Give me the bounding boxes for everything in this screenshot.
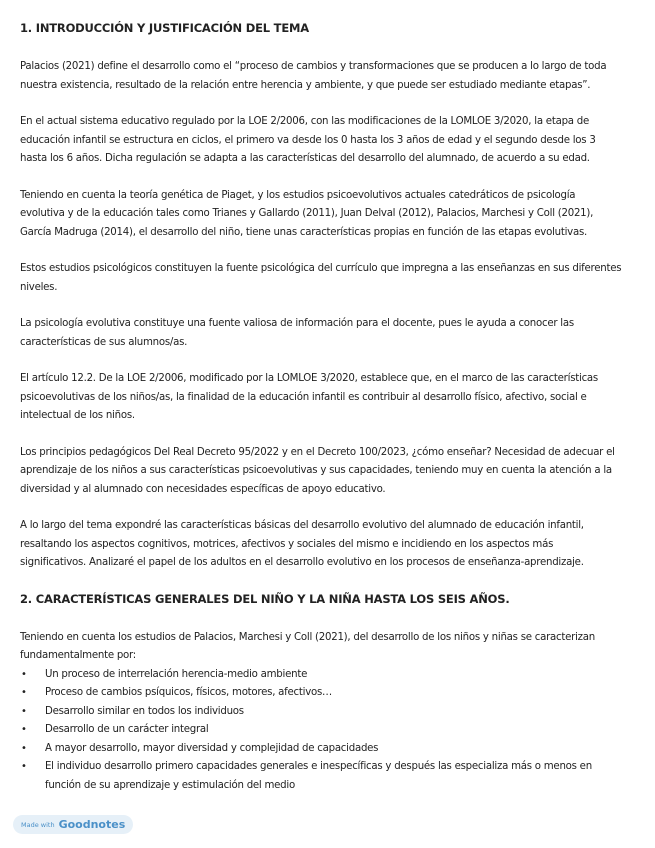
list-item — [20, 703, 622, 722]
list-item — [20, 740, 622, 759]
list-item-text: A mayor desarrollo, mayor diversidad y complejidad de capacidades — [45, 742, 379, 754]
list-item — [20, 758, 622, 795]
list-item — [20, 666, 622, 685]
list-item-text: El individuo desarrollo primero capacidades generales e inespecíficas y después las especializa más o menos en función de su aprendizaje y estimulación del medio — [45, 761, 592, 791]
badge-brand: Goodnotes — [58, 818, 126, 831]
bullet-icon: • — [21, 724, 27, 735]
list-item-text: Desarrollo de un carácter integral — [45, 724, 209, 735]
paragraph: La psicología evolutiva constituye una fuente valiosa de información para el docente, pues le ayuda a conocer las características de sus alumnos/as. — [20, 318, 574, 348]
bullet-icon: • — [21, 687, 27, 698]
list-item-text: Desarrollo similar en todos los individuos — [45, 705, 244, 717]
goodnotes-badge[interactable] — [13, 815, 133, 834]
paragraph: Teniendo en cuenta la teoría genética de Piaget, y los estudios psicoevolutivos actuales catedráticos de psicología evolutiva y de la educación tales como Trianes y Gallardo (2011), Juan Delval (2012), Palacios, Marchesi y Coll (2021), García Madruga (2014), el desarrollo del niño, tiene unas características propias en función de las etapas evolutivas. — [20, 189, 594, 238]
bullet-icon: • — [21, 705, 27, 717]
bullet-icon: • — [21, 668, 27, 680]
bullet-icon: • — [21, 761, 27, 772]
bullet-icon: • — [21, 742, 27, 754]
section-2-title: 2. CARACTERÍSTICAS GENERALES DEL NIÑO Y LA NIÑA HASTA LOS SEIS AÑOS. — [20, 591, 510, 606]
characteristics-list — [20, 666, 622, 796]
list-item — [20, 721, 622, 740]
document-page — [20, 20, 622, 795]
list-item-text: Un proceso de interrelación herencia-medio ambiente — [45, 668, 308, 680]
badge-prefix: Made with — [21, 820, 55, 829]
list-item — [20, 684, 622, 703]
paragraph: En el actual sistema educativo regulado por la LOE 2/2006, con las modificaciones de la LOMLOE 3/2020, la etapa de educación infantil se estructura en ciclos, el primero va desde los 0 hasta los 3 años de edad y el segundo desde los 3 hasta los 6 años. Dicha regulación se adapta a las características del desarrollo del alumnado, de acuerdo a su edad. — [20, 116, 596, 164]
section-1-title: 1. INTRODUCCIÓN Y JUSTIFICACIÓN DEL TEMA — [20, 21, 309, 35]
list-item-text: Proceso de cambios psíquicos, físicos, motores, afectivos… — [45, 687, 332, 698]
section-2-intro: Teniendo en cuenta los estudios de Palacios, Marchesi y Coll (2021), del desarrollo de los niños y niñas se caracterizan fundamentalmente por: — [20, 631, 595, 661]
paragraph: Los principios pedagógicos Del Real Decreto 95/2022 y en el Decreto 100/2023, ¿cómo enseñar? Necesidad de adecuar el aprendizaje de los niños a sus características psicoevolutivas y sus capacidades, teniendo muy en cuenta la atención a la diversidad y al alumnado con necesidades específicas de apoyo educativo. — [20, 446, 615, 495]
paragraph: A lo largo del tema expondré las características básicas del desarrollo evolutivo del alumnado de educación infantil, resaltando los aspectos cognitivos, motrices, afectivos y sociales del mismo e incidiendo en los aspectos más significativos. Analizaré el papel de los adultos en el desarrollo evolutivo en los procesos de enseñanza-aprendizaje. — [20, 520, 584, 568]
paragraph: Palacios (2021) define el desarrollo como el “proceso de cambios y transformaciones que se producen a lo largo de toda nuestra existencia, resultado de la relación entre herencia y ambiente, y que puede ser estudiado mediante etapas”. — [20, 61, 607, 91]
paragraph: El artículo 12.2. De la LOE 2/2006, modificado por la LOMLOE 3/2020, establece que, en el marco de las características psicoevolutivas de los niños/as, la finalidad de la educación infantil es contribuir al desarrollo físico, afectivo, social e intelectual de los niños. — [20, 373, 598, 421]
paragraph: Estos estudios psicológicos constituyen la fuente psicológica del currículo que impregna a las enseñanzas en sus diferentes niveles. — [20, 263, 622, 293]
